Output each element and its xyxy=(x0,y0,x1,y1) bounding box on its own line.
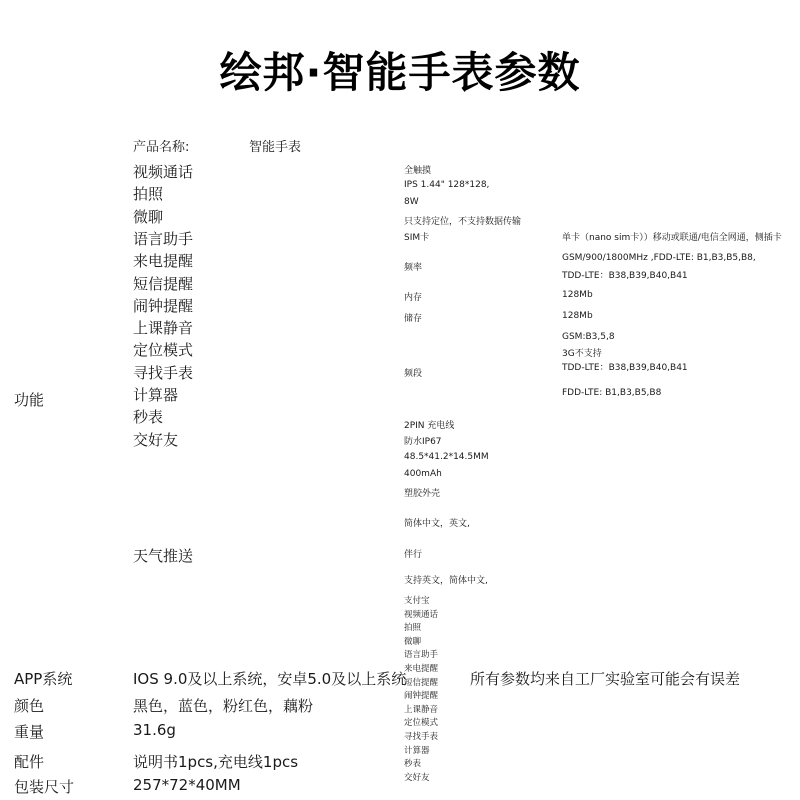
small-feature-item: 支付宝 xyxy=(404,596,430,606)
feature-item: 计算器 xyxy=(133,386,179,404)
small-feature-item: 上课静音 xyxy=(404,704,439,715)
feature-item: 拍照 xyxy=(133,185,164,204)
spec-language: 简体中文，英文, xyxy=(404,519,470,529)
spec-storage-value: 128Mb xyxy=(562,311,593,321)
product-name-value: 智能手表 xyxy=(249,140,302,155)
spec-ram-label: 内存 xyxy=(404,293,423,303)
disclaimer-text: 所有参数均来自工厂实验室可能会有误差 xyxy=(470,670,741,688)
accessory-value: 说明书1pcs,充电线1pcs xyxy=(133,753,299,771)
spec-battery: 400mAh xyxy=(404,469,442,479)
spec-companion: 伴行 xyxy=(404,550,423,560)
feature-item: 短信提醒 xyxy=(133,274,194,293)
package-size-label: 包装尺寸 xyxy=(14,778,75,796)
spec-freq-value-2: TDD-LTE：B38,B39,B40,B41 xyxy=(562,271,688,281)
feature-item: 视频通话 xyxy=(133,163,194,181)
spec-screen: 全触摸 xyxy=(404,166,432,176)
small-feature-item: 短信提醒 xyxy=(404,677,439,688)
feature-item: 寻找手表 xyxy=(133,363,194,382)
small-feature-item: 计算器 xyxy=(404,745,430,756)
spec-size: 48.5*41.2*14.5MM xyxy=(404,452,489,462)
spec-band-4: FDD-LTE: B1,B3,B5,B8 xyxy=(562,388,662,398)
spec-charge: 2PIN 充电线 xyxy=(404,421,455,431)
spec-support-lang: 支持英文，简体中文, xyxy=(404,576,488,586)
feature-item: 语言助手 xyxy=(133,229,194,248)
feature-item: 交好友 xyxy=(133,430,179,449)
small-feature-item: 寻找手表 xyxy=(404,732,439,742)
spec-sim-value: 单卡（nano sim卡））移动或联通/电信全网通，侧插卡 xyxy=(562,233,782,243)
weather-feature: 天气推送 xyxy=(133,547,194,565)
small-feature-item: 微聊 xyxy=(404,636,422,647)
small-feature-item: 闹钟提醒 xyxy=(404,691,439,702)
weight-value: 31.6g xyxy=(133,721,176,739)
small-feature-item: 拍照 xyxy=(404,623,422,634)
feature-item: 来电提醒 xyxy=(133,252,194,271)
weight-label: 重量 xyxy=(14,723,45,741)
feature-item: 定位模式 xyxy=(133,341,194,360)
spec-ram-value: 128Mb xyxy=(562,290,593,300)
spec-camera: 8W xyxy=(404,197,419,207)
feature-item: 上课静音 xyxy=(133,319,194,338)
spec-freq-label: 频率 xyxy=(404,263,423,273)
spec-band-1: GSM:B3,5,8 xyxy=(562,332,615,342)
spec-resolution: IPS 1.44" 128*128, xyxy=(404,180,490,190)
features-label: 功能 xyxy=(14,391,45,409)
color-label: 颜色 xyxy=(14,697,45,715)
feature-item: 微聊 xyxy=(133,207,164,226)
accessory-label: 配件 xyxy=(14,753,45,771)
package-size-value: 257*72*40MM xyxy=(133,776,241,794)
small-feature-item: 语言助手 xyxy=(404,650,439,661)
spec-band-label: 频段 xyxy=(404,369,423,379)
small-feature-item: 定位模式 xyxy=(404,718,439,729)
spec-location: 只支持定位，不支持数据传输 xyxy=(404,217,522,227)
product-name-label: 产品名称: xyxy=(133,140,190,155)
feature-item: 秒表 xyxy=(133,408,164,427)
small-feature-item: 视频通话 xyxy=(404,609,439,620)
spec-storage-label: 储存 xyxy=(404,314,423,324)
spec-band-2: 3G不支持 xyxy=(562,349,602,359)
feature-item: 闹钟提醒 xyxy=(133,296,194,315)
app-system-label: APP系统 xyxy=(14,670,73,688)
small-feature-item: 来电提醒 xyxy=(404,664,439,674)
spec-freq-value-1: GSM/900/1800MHz ,FDD-LTE: B1,B3,B5,B8, xyxy=(562,253,756,263)
spec-shell: 塑胶外壳 xyxy=(404,489,441,499)
app-system-value: IOS 9.0及以上系统，安卓5.0及以上系统 xyxy=(133,670,407,688)
small-feature-item: 交好友 xyxy=(404,772,430,783)
spec-waterproof: 防水IP67 xyxy=(404,437,442,447)
small-feature-item: 秒表 xyxy=(404,759,422,770)
color-value: 黑色，蓝色，粉红色，藕粉 xyxy=(133,697,314,715)
spec-band-3: TDD-LTE：B38,B39,B40,B41 xyxy=(562,363,688,373)
page-title: 绘邦·智能手表参数 xyxy=(219,48,581,97)
spec-sim-label: SIM卡 xyxy=(404,233,430,243)
